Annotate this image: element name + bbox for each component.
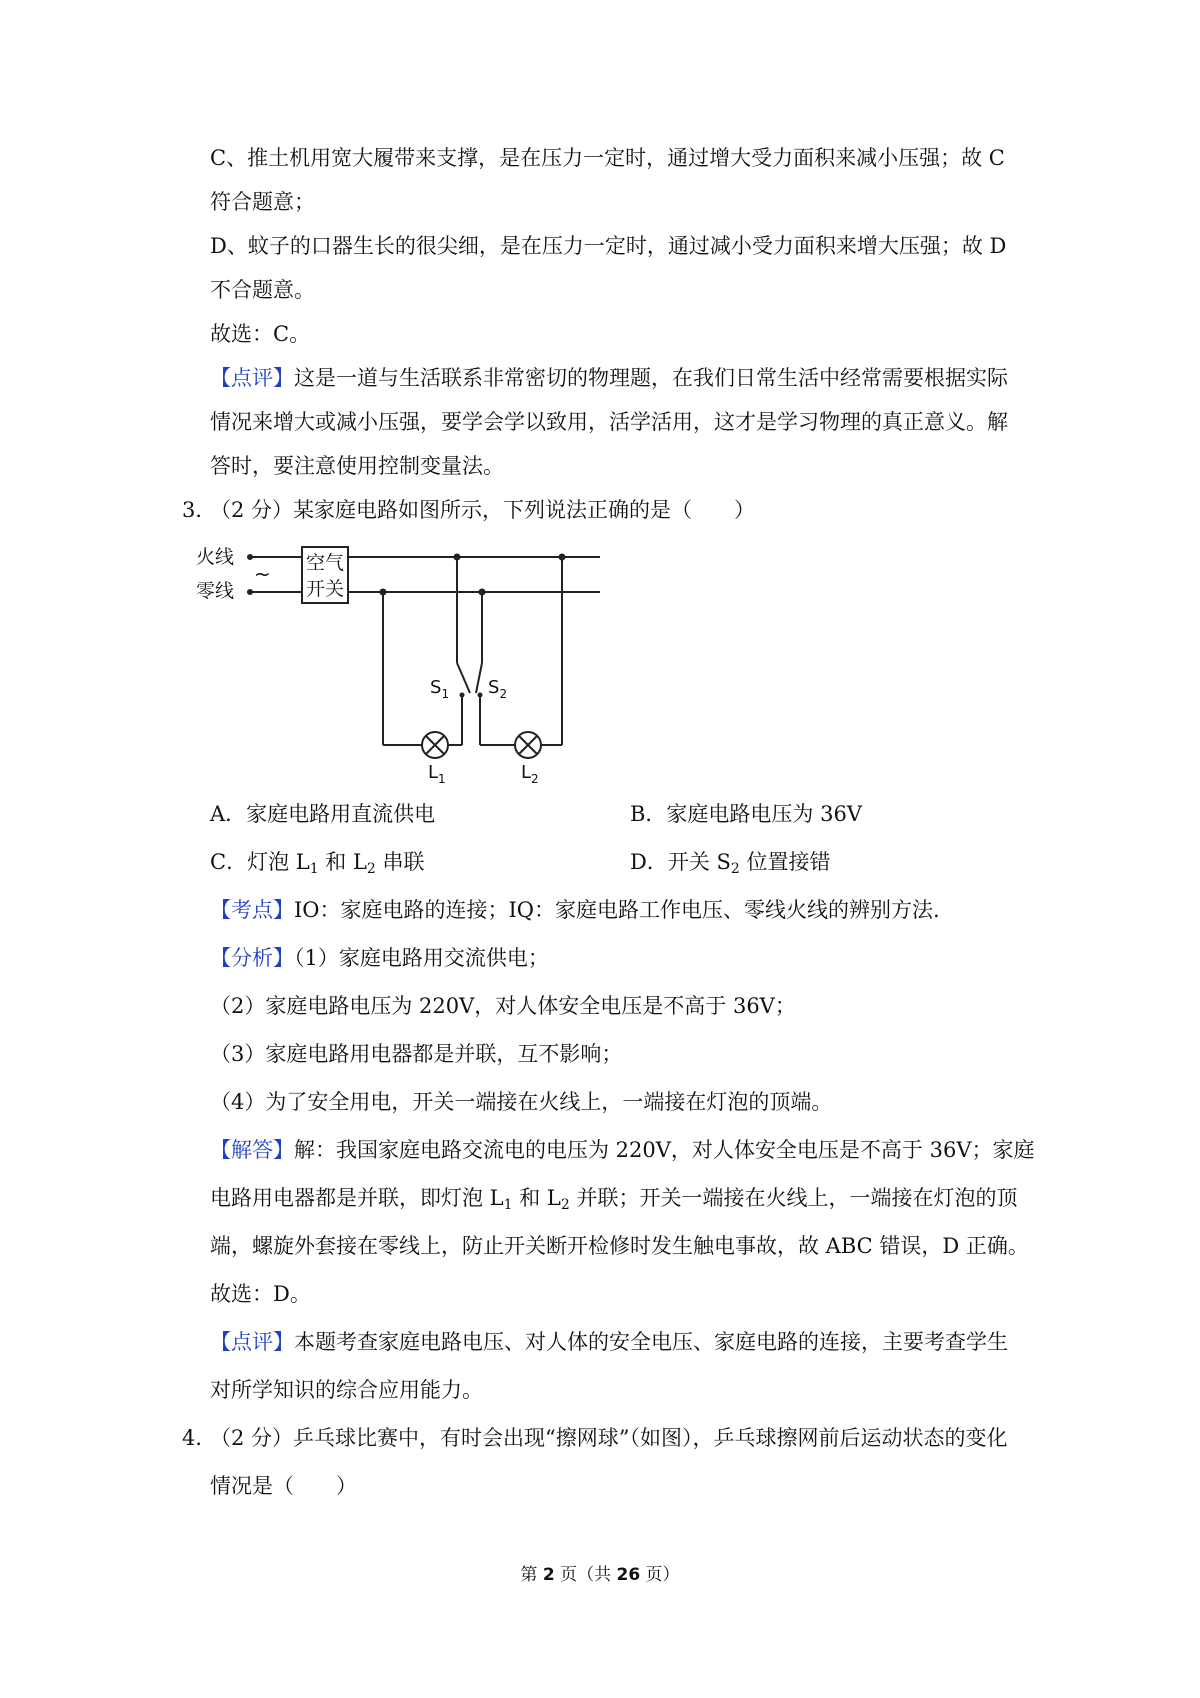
breaker-label-2: 开关 <box>306 578 345 600</box>
switch-s1-label: $S_1$ <box>430 677 450 701</box>
kaodian-tag: 【考点】 <box>210 898 294 922</box>
text-line: D、蚊子的口器生长的很尖细，是在压力一定时，通过减小受力面积来增大压强；故 D <box>210 234 1007 258</box>
question-number: 3． <box>182 498 217 522</box>
page-footer: 第 2 页（共 26 页） <box>520 1565 680 1585</box>
kaodian-line: 【考点】IO：家庭电路的连接；IQ：家庭电路工作电压、零线火线的辨别方法. <box>210 898 940 922</box>
fenxi-line: 【分析】（1）家庭电路用交流供电； <box>210 946 549 970</box>
question-number: 4． <box>182 1426 217 1450</box>
text-line: （2）家庭电路电压为 220V，对人体安全电压是不高于 36V； <box>210 994 796 1018</box>
lamp-l1-label: $L_1$ <box>428 762 446 785</box>
text-line: 不合题意。 <box>210 278 315 302</box>
page-total: 26 <box>616 1565 641 1585</box>
jieda-line: 【解答】解：我国家庭电路交流电的电压为 220V，对人体安全电压是不高于 36V；家庭 <box>210 1138 1035 1162</box>
review-text: 这是一道与生活联系非常密切的物理题，在我们日常生活中经常需要根据实际 <box>294 366 1008 390</box>
switch-s2-label: $S_2$ <box>488 677 508 701</box>
text-line: C、推土机用宽大履带来支撑，是在压力一定时，通过增大受力面积来减小压强；故 C <box>210 146 1005 170</box>
dianping-tag: 【点评】 <box>210 1330 294 1354</box>
text-line: （3）家庭电路用电器都是并联，互不影响； <box>210 1042 623 1066</box>
question-stem: 情况是（ ） <box>210 1474 357 1498</box>
review-tag: 【点评】 <box>210 366 294 390</box>
neutral-wire-label: 零线 <box>196 580 235 602</box>
circuit-diagram <box>190 545 620 785</box>
live-wire-label: 火线 <box>196 546 235 568</box>
answer-line: 故选：C。 <box>210 322 311 346</box>
text-line: 情况来增大或减小压强，要学会学以致用，活学活用，这才是学习物理的真正意义。解 <box>210 410 1008 434</box>
text-line: 答时，要注意使用控制变量法。 <box>210 454 504 478</box>
answer-line: 故选：D。 <box>210 1282 311 1306</box>
text-line: 电路用电器都是并联，即灯泡 $L_1$ 和 $L_2$ 并联；开关一端接在火线上，一端接在灯泡的顶 <box>210 1186 1018 1213</box>
ac-symbol: ~ <box>254 562 271 586</box>
neutral-terminal <box>247 589 253 595</box>
lamp-l2-label: $L_2$ <box>521 762 539 785</box>
text-line: 对所学知识的综合应用能力。 <box>210 1378 483 1402</box>
dianping-line: 【点评】本题考查家庭电路电压、对人体的安全电压、家庭电路的连接，主要考查学生 <box>210 1330 1008 1354</box>
question-stem: （2 分）乒乓球比赛中，有时会出现“擦网球”（如图），乒乓球擦网前后运动状态的变化 <box>210 1426 1008 1450</box>
option-a: A．家庭电路用直流供电 <box>210 802 436 826</box>
option-c: C．灯泡 $L_1$ 和 $L_2$ 串联 <box>210 850 425 877</box>
question-stem: （2 分）某家庭电路如图所示，下列说法正确的是（ ） <box>210 498 756 522</box>
text-line: 符合题意； <box>210 190 315 214</box>
page-number: 2 <box>542 1565 555 1585</box>
jieda-tag: 【解答】 <box>210 1138 294 1162</box>
live-terminal <box>247 554 253 560</box>
breaker-label-1: 空气 <box>306 552 345 574</box>
review-line <box>210 354 1030 402</box>
fenxi-tag: 【分析】 <box>210 946 294 970</box>
text-line: 端，螺旋外套接在零线上，防止开关断开检修时发生触电事故，故 ABC 错误，D 正确。 <box>210 1234 1029 1258</box>
text-line: （4）为了安全用电，开关一端接在火线上，一端接在灯泡的顶端。 <box>210 1090 833 1114</box>
option-b: B．家庭电路电压为 36V <box>630 802 862 826</box>
option-d: D．开关 $S_2$ 位置接错 <box>630 850 831 877</box>
